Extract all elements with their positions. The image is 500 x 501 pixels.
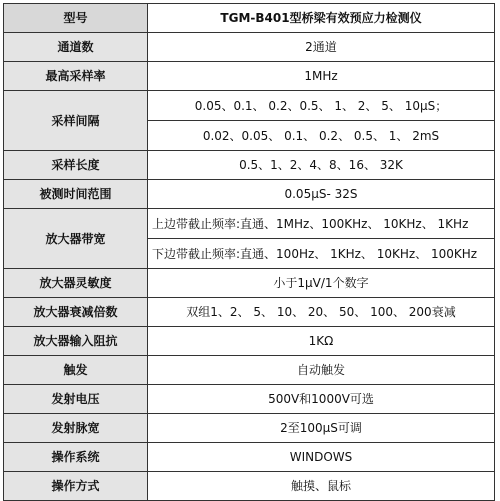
row-value: 1MHz	[148, 62, 495, 91]
row-label: 采样长度	[4, 151, 148, 180]
row-value: 500V和1000V可选	[148, 385, 495, 414]
table-row	[4, 356, 495, 385]
table-row	[4, 151, 495, 180]
table-row	[4, 298, 495, 327]
row-label: 通道数	[4, 33, 148, 62]
table-header-row	[4, 4, 495, 33]
row-value: 2至100μS可调	[148, 414, 495, 443]
row-value: 1KΩ	[148, 327, 495, 356]
row-value: 小于1μV/1个数字	[148, 269, 495, 298]
row-value: 触摸、鼠标	[148, 472, 495, 501]
row-value: 0.5、1、2、4、8、16、 32K	[148, 151, 495, 180]
table-row	[4, 180, 495, 209]
row-value: 0.05μS- 32S	[148, 180, 495, 209]
row-label: 放大器灵敏度	[4, 269, 148, 298]
table-row	[4, 269, 495, 298]
table-row	[4, 209, 495, 239]
row-value: WINDOWS	[148, 443, 495, 472]
row-label: 操作方式	[4, 472, 148, 501]
table-row	[4, 385, 495, 414]
table-row	[4, 414, 495, 443]
table-row	[4, 33, 495, 62]
row-value: 上边带截止频率:直通、1MHz、100KHz、 10KHz、 1KHz	[148, 209, 495, 239]
row-value: 0.02、0.05、 0.1、 0.2、 0.5、 1、 2mS	[148, 121, 495, 151]
row-value: 0.05、0.1、 0.2、0.5、 1、 2、 5、 10μS；	[148, 91, 495, 121]
table-row	[4, 327, 495, 356]
row-label: 被测时间范围	[4, 180, 148, 209]
header-value: TGM-B401型桥梁有效预应力检测仪	[148, 4, 495, 33]
row-label: 操作系统	[4, 443, 148, 472]
spec-table	[3, 3, 495, 501]
header-label: 型号	[4, 4, 148, 33]
row-value: 自动触发	[148, 356, 495, 385]
row-value: 双组1、2、 5、 10、 20、 50、 100、 200衰减	[148, 298, 495, 327]
row-label: 发射电压	[4, 385, 148, 414]
row-value: 2通道	[148, 33, 495, 62]
table-row	[4, 91, 495, 121]
row-label: 放大器输入阻抗	[4, 327, 148, 356]
row-label: 放大器衰减倍数	[4, 298, 148, 327]
row-label: 触发	[4, 356, 148, 385]
table-row	[4, 443, 495, 472]
row-label: 最高采样率	[4, 62, 148, 91]
row-value: 下边带截止频率:直通、100Hz、 1KHz、 10KHz、 100KHz	[148, 239, 495, 269]
table-row	[4, 62, 495, 91]
row-label: 放大器带宽	[4, 209, 148, 269]
row-label: 采样间隔	[4, 91, 148, 151]
table-row	[4, 472, 495, 501]
row-label: 发射脉宽	[4, 414, 148, 443]
